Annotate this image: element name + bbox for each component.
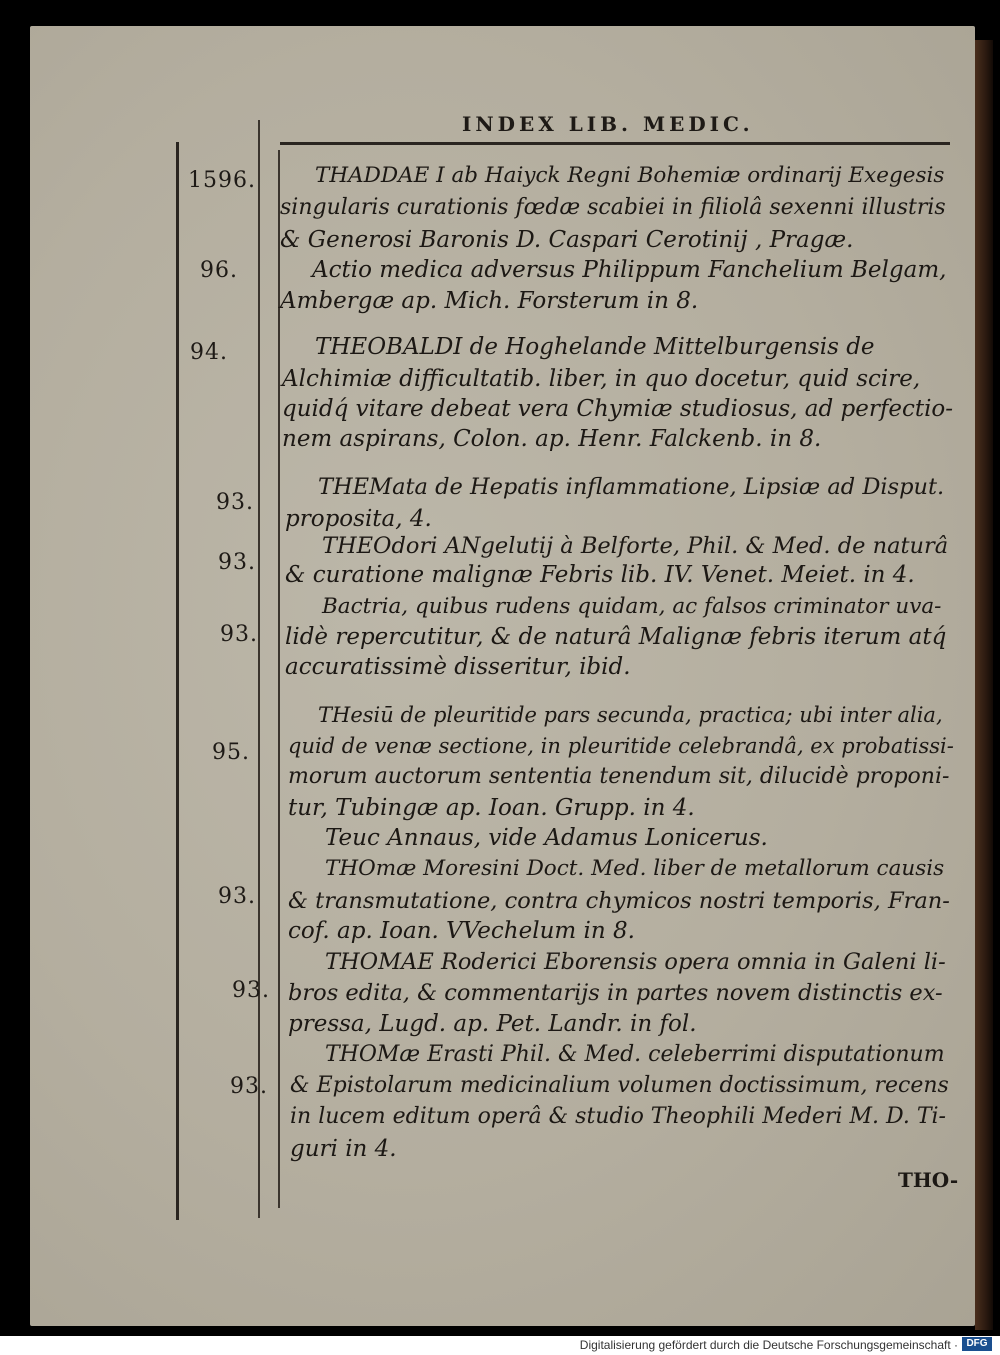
year-note: 93.	[230, 1074, 268, 1099]
text-line: THEMata de Hepatis inflammatione, Lipsiæ ad Disput.	[318, 474, 945, 500]
year-note: 93.	[232, 978, 270, 1003]
text-line: lidè repercutitur, & de naturâ Malignæ febris iterum atq́	[285, 624, 947, 650]
year-note: 94.	[190, 340, 228, 365]
text-line: bros edita, & commentarijs in partes novem distinctis ex-	[288, 980, 943, 1006]
text-line: cof. ap. Ioan. VVechelum in 8.	[288, 918, 635, 944]
text-line: accuratissimè disseritur, ibid.	[285, 654, 631, 680]
year-note: 93.	[220, 622, 258, 647]
text-line: THOmæ Moresini Doct. Med. liber de metallorum causis	[325, 856, 945, 881]
text-line: THesiū de pleuritide pars secunda, practica; ubi inter alia,	[318, 703, 943, 727]
text-line: Bactria, quibus rudens quidam, ac falsos criminator uva-	[322, 594, 942, 619]
text-line: THEOBALDI de Hoghelande Mittelburgensis de	[315, 334, 875, 360]
year-note: 95.	[212, 740, 250, 765]
column-rule	[258, 120, 260, 1218]
text-line: singularis curationis fœdæ scabiei in filiolâ sexenni illustris	[280, 195, 946, 220]
text-line: THOMæ Erasti Phil. & Med. celeberrimi disputationum	[325, 1042, 945, 1067]
year-note: 96.	[200, 258, 238, 283]
text-line: pressa, Lugd. ap. Pet. Landr. in fol.	[288, 1011, 697, 1037]
text-line: & transmutatione, contra chymicos nostri temporis, Fran-	[288, 888, 950, 914]
text-line: morum auctorum sententia tenendum sit, dilucidè proponi-	[288, 764, 950, 789]
margin-rule	[176, 142, 179, 1220]
text-line: & Generosi Baronis D. Caspari Cerotinij , Pragæ.	[280, 227, 854, 253]
text-line: & curatione malignæ Febris lib. IV. Venet. Meiet. in 4.	[285, 562, 915, 588]
running-header: INDEX LIB. MEDIC.	[462, 112, 754, 136]
footer-credit[interactable]: Digitalisierung gefördert durch die Deutsche Forschungsgemeinschaft ·	[579, 1338, 958, 1352]
text-line: & Epistolarum medicinalium volumen doctissimum, recens	[290, 1073, 949, 1098]
text-line: Teuc Annaus, vide Adamus Lonicerus.	[325, 825, 768, 851]
text-line: THADDAE I ab Haiyck Regni Bohemiæ ordinarij Exegesis	[315, 163, 945, 188]
catchword: THO-	[898, 1168, 959, 1192]
dfg-logo[interactable]: DFG	[962, 1337, 992, 1351]
header-rule	[280, 142, 950, 145]
text-line: guri in 4.	[290, 1136, 397, 1162]
text-line: proposita, 4.	[285, 506, 432, 532]
text-line: quidq́ vitare debeat vera Chymiæ studiosus, ad perfectio-	[282, 396, 954, 422]
text-line: nem aspirans, Colon. ap. Henr. Falckenb. in 8.	[282, 426, 822, 452]
book-edge	[975, 40, 993, 1330]
year-note: 1596.	[188, 168, 256, 193]
year-note: 93.	[218, 550, 256, 575]
text-line: THEOdori ANgelutij à Belforte, Phil. & Med. de naturâ	[322, 533, 949, 559]
text-line: tur, Tubingæ ap. Ioan. Grupp. in 4.	[288, 795, 695, 821]
year-note: 93.	[216, 490, 254, 515]
text-line: Ambergæ ap. Mich. Forsterum in 8.	[280, 288, 699, 314]
text-line: Actio medica adversus Philippum Fanchelium Belgam,	[312, 257, 947, 283]
text-line: Alchimiæ difficultatib. liber, in quo docetur, quid scire,	[282, 366, 921, 392]
text-line: quid de venæ sectione, in pleuritide celebrandâ, ex probatissi-	[288, 734, 954, 758]
text-line: in lucem editum operâ & studio Theophili Mederi M. D. Ti-	[290, 1104, 946, 1129]
year-note: 93.	[218, 884, 256, 909]
text-line: THOMAE Roderici Eborensis opera omnia in Galeni li-	[325, 949, 946, 975]
